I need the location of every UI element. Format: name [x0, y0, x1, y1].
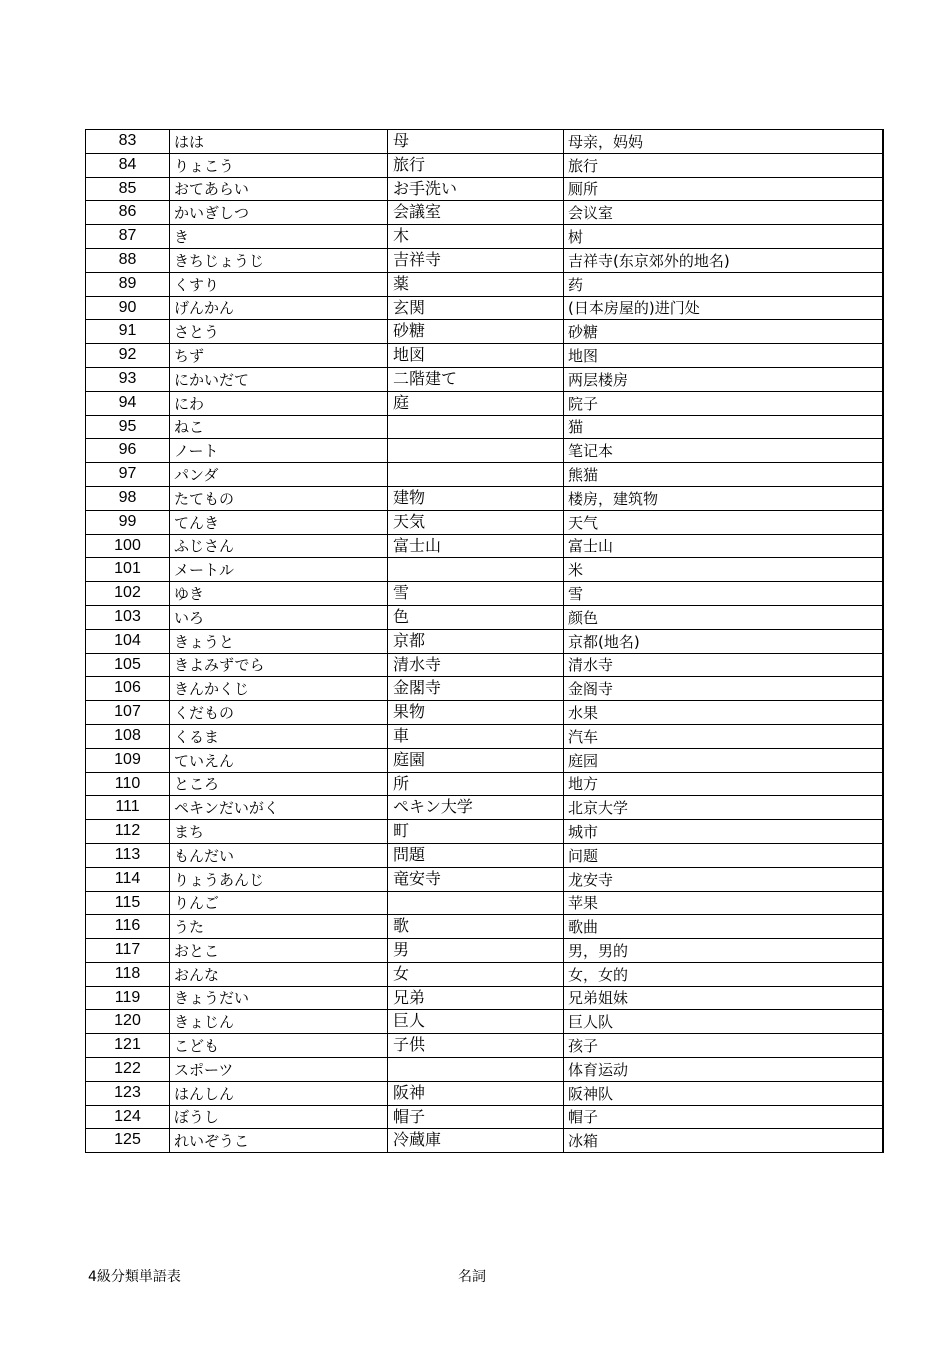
- chinese-meaning-cell: 问题: [564, 843, 883, 867]
- kanji-writing-cell: 色: [388, 605, 564, 629]
- kanji-writing-cell: 富士山: [388, 534, 564, 558]
- kanji-writing-cell: [388, 439, 564, 463]
- kana-reading-cell: りょうあんじ: [170, 867, 388, 891]
- kanji-writing-cell: 母: [388, 130, 564, 154]
- table-row: [86, 724, 883, 748]
- kana-reading-cell: くるま: [170, 724, 388, 748]
- table-row: [86, 201, 883, 225]
- row-number-cell: 84: [86, 153, 170, 177]
- vocabulary-table-body: [86, 130, 883, 1153]
- row-number-cell: 89: [86, 272, 170, 296]
- chinese-meaning-cell: 男，男的: [564, 939, 883, 963]
- row-number-cell: 90: [86, 296, 170, 320]
- row-number-cell: 100: [86, 534, 170, 558]
- kana-reading-cell: きょじん: [170, 1010, 388, 1034]
- table-row: [86, 843, 883, 867]
- row-number-cell: 108: [86, 724, 170, 748]
- row-number-cell: 101: [86, 558, 170, 582]
- kana-reading-cell: ふじさん: [170, 534, 388, 558]
- kana-reading-cell: きよみずでら: [170, 653, 388, 677]
- row-number-cell: 92: [86, 344, 170, 368]
- kana-reading-cell: ねこ: [170, 415, 388, 439]
- kana-reading-cell: げんかん: [170, 296, 388, 320]
- row-number-cell: 93: [86, 367, 170, 391]
- row-number-cell: 116: [86, 915, 170, 939]
- chinese-meaning-cell: 体育运动: [564, 1058, 883, 1082]
- kana-reading-cell: くだもの: [170, 701, 388, 725]
- kana-reading-cell: パンダ: [170, 463, 388, 487]
- kana-reading-cell: さとう: [170, 320, 388, 344]
- kanji-writing-cell: 旅行: [388, 153, 564, 177]
- kana-reading-cell: きょうだい: [170, 986, 388, 1010]
- kanji-writing-cell: 庭: [388, 391, 564, 415]
- row-number-cell: 122: [86, 1058, 170, 1082]
- row-number-cell: 105: [86, 653, 170, 677]
- row-number-cell: 103: [86, 605, 170, 629]
- table-row: [86, 225, 883, 249]
- kanji-writing-cell: 阪神: [388, 1081, 564, 1105]
- kana-reading-cell: れいぞうこ: [170, 1129, 388, 1153]
- kanji-writing-cell: 歌: [388, 915, 564, 939]
- row-number-cell: 99: [86, 510, 170, 534]
- chinese-meaning-cell: 米: [564, 558, 883, 582]
- chinese-meaning-cell: 雪: [564, 582, 883, 606]
- row-number-cell: 119: [86, 986, 170, 1010]
- chinese-meaning-cell: 龙安寺: [564, 867, 883, 891]
- kana-reading-cell: はは: [170, 130, 388, 154]
- row-number-cell: 102: [86, 582, 170, 606]
- chinese-meaning-cell: 院子: [564, 391, 883, 415]
- table-row: [86, 391, 883, 415]
- kanji-writing-cell: 庭園: [388, 748, 564, 772]
- kanji-writing-cell: 砂糖: [388, 320, 564, 344]
- kana-reading-cell: きちじょうじ: [170, 248, 388, 272]
- chinese-meaning-cell: 女，女的: [564, 962, 883, 986]
- chinese-meaning-cell: 歌曲: [564, 915, 883, 939]
- row-number-cell: 118: [86, 962, 170, 986]
- kana-reading-cell: まち: [170, 820, 388, 844]
- table-row: [86, 986, 883, 1010]
- chinese-meaning-cell: 厕所: [564, 177, 883, 201]
- table-row: [86, 1081, 883, 1105]
- row-number-cell: 111: [86, 796, 170, 820]
- row-number-cell: 125: [86, 1129, 170, 1153]
- table-row: [86, 891, 883, 915]
- chinese-meaning-cell: 树: [564, 225, 883, 249]
- table-row: [86, 439, 883, 463]
- row-number-cell: 114: [86, 867, 170, 891]
- table-row: [86, 320, 883, 344]
- chinese-meaning-cell: 砂糖: [564, 320, 883, 344]
- chinese-meaning-cell: 京都(地名): [564, 629, 883, 653]
- row-number-cell: 121: [86, 1034, 170, 1058]
- kana-reading-cell: おてあらい: [170, 177, 388, 201]
- chinese-meaning-cell: 两层楼房: [564, 367, 883, 391]
- chinese-meaning-cell: 颜色: [564, 605, 883, 629]
- table-row: [86, 605, 883, 629]
- chinese-meaning-cell: 旅行: [564, 153, 883, 177]
- kanji-writing-cell: 建物: [388, 486, 564, 510]
- kanji-writing-cell: 吉祥寺: [388, 248, 564, 272]
- kanji-writing-cell: 京都: [388, 629, 564, 653]
- table-row: [86, 296, 883, 320]
- chinese-meaning-cell: 会议室: [564, 201, 883, 225]
- table-row: [86, 130, 883, 154]
- row-number-cell: 98: [86, 486, 170, 510]
- table-row: [86, 1010, 883, 1034]
- row-number-cell: 113: [86, 843, 170, 867]
- kana-reading-cell: たてもの: [170, 486, 388, 510]
- table-row: [86, 796, 883, 820]
- kana-reading-cell: おんな: [170, 962, 388, 986]
- kana-reading-cell: りょこう: [170, 153, 388, 177]
- table-row: [86, 867, 883, 891]
- table-row: [86, 1105, 883, 1129]
- chinese-meaning-cell: 巨人队: [564, 1010, 883, 1034]
- row-number-cell: 104: [86, 629, 170, 653]
- kana-reading-cell: ちず: [170, 344, 388, 368]
- kana-reading-cell: スポーツ: [170, 1058, 388, 1082]
- row-number-cell: 109: [86, 748, 170, 772]
- chinese-meaning-cell: 金阁寺: [564, 677, 883, 701]
- row-number-cell: 117: [86, 939, 170, 963]
- kana-reading-cell: ペキンだいがく: [170, 796, 388, 820]
- table-row: [86, 1129, 883, 1153]
- table-row: [86, 510, 883, 534]
- table-row: [86, 701, 883, 725]
- kanji-writing-cell: 金閣寺: [388, 677, 564, 701]
- row-number-cell: 86: [86, 201, 170, 225]
- kana-reading-cell: ゆき: [170, 582, 388, 606]
- kanji-writing-cell: [388, 463, 564, 487]
- kana-reading-cell: はんしん: [170, 1081, 388, 1105]
- chinese-meaning-cell: 地方: [564, 772, 883, 796]
- chinese-meaning-cell: 母亲，妈妈: [564, 130, 883, 154]
- row-number-cell: 91: [86, 320, 170, 344]
- table-row: [86, 582, 883, 606]
- kanji-writing-cell: 女: [388, 962, 564, 986]
- chinese-meaning-cell: 地图: [564, 344, 883, 368]
- chinese-meaning-cell: 富士山: [564, 534, 883, 558]
- kanji-writing-cell: 巨人: [388, 1010, 564, 1034]
- kanji-writing-cell: 二階建て: [388, 367, 564, 391]
- kana-reading-cell: もんだい: [170, 843, 388, 867]
- kana-reading-cell: にわ: [170, 391, 388, 415]
- chinese-meaning-cell: 冰箱: [564, 1129, 883, 1153]
- kana-reading-cell: ていえん: [170, 748, 388, 772]
- footer-document-title: 4級分類単語表: [88, 1269, 181, 1285]
- kanji-writing-cell: 男: [388, 939, 564, 963]
- kana-reading-cell: ところ: [170, 772, 388, 796]
- kanji-writing-cell: 子供: [388, 1034, 564, 1058]
- chinese-meaning-cell: 北京大学: [564, 796, 883, 820]
- chinese-meaning-cell: 天气: [564, 510, 883, 534]
- kanji-writing-cell: [388, 1058, 564, 1082]
- kanji-writing-cell: 木: [388, 225, 564, 249]
- table-row: [86, 629, 883, 653]
- row-number-cell: 124: [86, 1105, 170, 1129]
- table-row: [86, 486, 883, 510]
- row-number-cell: 95: [86, 415, 170, 439]
- table-row: [86, 748, 883, 772]
- row-number-cell: 88: [86, 248, 170, 272]
- kana-reading-cell: いろ: [170, 605, 388, 629]
- kanji-writing-cell: 果物: [388, 701, 564, 725]
- kanji-writing-cell: 帽子: [388, 1105, 564, 1129]
- kana-reading-cell: ノート: [170, 439, 388, 463]
- chinese-meaning-cell: (日本房屋的)进门处: [564, 296, 883, 320]
- row-number-cell: 110: [86, 772, 170, 796]
- chinese-meaning-cell: 清水寺: [564, 653, 883, 677]
- kana-reading-cell: きょうと: [170, 629, 388, 653]
- kana-reading-cell: にかいだて: [170, 367, 388, 391]
- kana-reading-cell: こども: [170, 1034, 388, 1058]
- kana-reading-cell: てんき: [170, 510, 388, 534]
- row-number-cell: 106: [86, 677, 170, 701]
- row-number-cell: 83: [86, 130, 170, 154]
- kanji-writing-cell: [388, 558, 564, 582]
- table-row: [86, 558, 883, 582]
- row-number-cell: 123: [86, 1081, 170, 1105]
- kanji-writing-cell: 天気: [388, 510, 564, 534]
- chinese-meaning-cell: 庭园: [564, 748, 883, 772]
- row-number-cell: 112: [86, 820, 170, 844]
- kanji-writing-cell: 地図: [388, 344, 564, 368]
- chinese-meaning-cell: 阪神队: [564, 1081, 883, 1105]
- kanji-writing-cell: ペキン大学: [388, 796, 564, 820]
- chinese-meaning-cell: 药: [564, 272, 883, 296]
- table-row: [86, 272, 883, 296]
- kana-reading-cell: メートル: [170, 558, 388, 582]
- table-row: [86, 962, 883, 986]
- vocabulary-table: [85, 129, 884, 1153]
- chinese-meaning-cell: 孩子: [564, 1034, 883, 1058]
- kanji-writing-cell: [388, 415, 564, 439]
- footer-category-label: 名詞: [458, 1269, 486, 1285]
- chinese-meaning-cell: 水果: [564, 701, 883, 725]
- kanji-writing-cell: 兄弟: [388, 986, 564, 1010]
- table-row: [86, 344, 883, 368]
- kanji-writing-cell: 会議室: [388, 201, 564, 225]
- table-row: [86, 153, 883, 177]
- chinese-meaning-cell: 苹果: [564, 891, 883, 915]
- kana-reading-cell: くすり: [170, 272, 388, 296]
- kanji-writing-cell: 清水寺: [388, 653, 564, 677]
- row-number-cell: 120: [86, 1010, 170, 1034]
- kanji-writing-cell: 雪: [388, 582, 564, 606]
- table-row: [86, 820, 883, 844]
- row-number-cell: 107: [86, 701, 170, 725]
- table-row: [86, 248, 883, 272]
- chinese-meaning-cell: 汽车: [564, 724, 883, 748]
- table-row: [86, 415, 883, 439]
- chinese-meaning-cell: 帽子: [564, 1105, 883, 1129]
- kana-reading-cell: きんかくじ: [170, 677, 388, 701]
- row-number-cell: 87: [86, 225, 170, 249]
- kanji-writing-cell: 車: [388, 724, 564, 748]
- kanji-writing-cell: 玄関: [388, 296, 564, 320]
- chinese-meaning-cell: 吉祥寺(东京郊外的地名): [564, 248, 883, 272]
- table-row: [86, 1058, 883, 1082]
- kana-reading-cell: ぼうし: [170, 1105, 388, 1129]
- kanji-writing-cell: 所: [388, 772, 564, 796]
- table-row: [86, 534, 883, 558]
- kanji-writing-cell: お手洗い: [388, 177, 564, 201]
- row-number-cell: 115: [86, 891, 170, 915]
- chinese-meaning-cell: 兄弟姐妹: [564, 986, 883, 1010]
- table-row: [86, 939, 883, 963]
- row-number-cell: 94: [86, 391, 170, 415]
- table-row: [86, 653, 883, 677]
- kanji-writing-cell: 町: [388, 820, 564, 844]
- kanji-writing-cell: 薬: [388, 272, 564, 296]
- chinese-meaning-cell: 猫: [564, 415, 883, 439]
- kana-reading-cell: き: [170, 225, 388, 249]
- chinese-meaning-cell: 笔记本: [564, 439, 883, 463]
- kanji-writing-cell: 問題: [388, 843, 564, 867]
- table-row: [86, 915, 883, 939]
- kanji-writing-cell: 竜安寺: [388, 867, 564, 891]
- table-row: [86, 177, 883, 201]
- kana-reading-cell: かいぎしつ: [170, 201, 388, 225]
- chinese-meaning-cell: 城市: [564, 820, 883, 844]
- kana-reading-cell: りんご: [170, 891, 388, 915]
- chinese-meaning-cell: 楼房，建筑物: [564, 486, 883, 510]
- kanji-writing-cell: 冷蔵庫: [388, 1129, 564, 1153]
- chinese-meaning-cell: 熊猫: [564, 463, 883, 487]
- kana-reading-cell: おとこ: [170, 939, 388, 963]
- table-row: [86, 677, 883, 701]
- kana-reading-cell: うた: [170, 915, 388, 939]
- table-row: [86, 1034, 883, 1058]
- row-number-cell: 97: [86, 463, 170, 487]
- row-number-cell: 96: [86, 439, 170, 463]
- table-row: [86, 463, 883, 487]
- kanji-writing-cell: [388, 891, 564, 915]
- row-number-cell: 85: [86, 177, 170, 201]
- table-row: [86, 772, 883, 796]
- table-row: [86, 367, 883, 391]
